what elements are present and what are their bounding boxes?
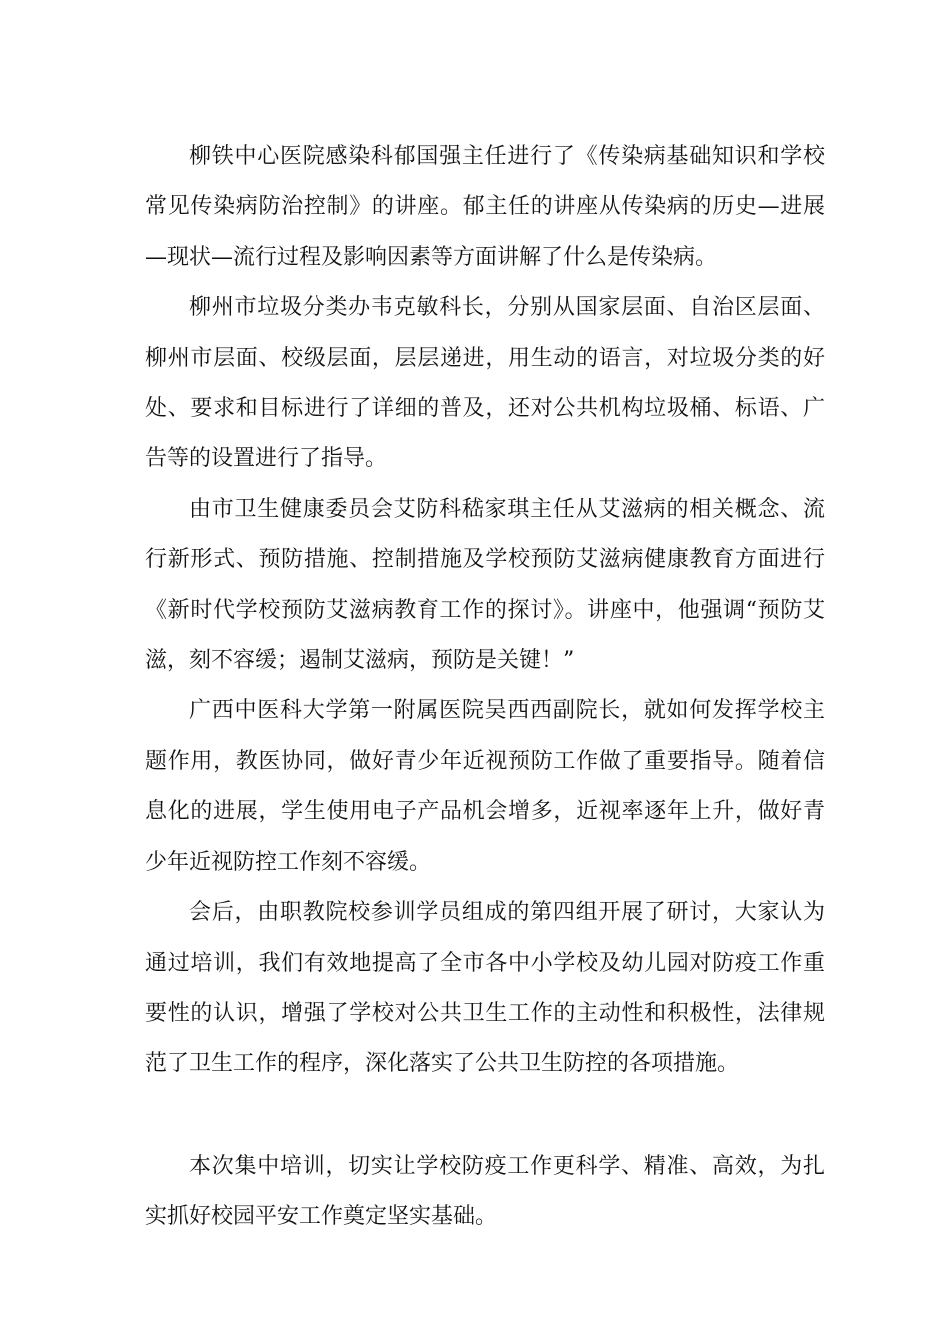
- paragraph-infectious-disease-lecture: 柳铁中心医院感染科郁国强主任进行了《传染病基础知识和学校常见传染病防治控制》的讲座。郁主任的讲座从传染病的历史—进展—现状—流行过程及影响因素等方面讲解了什么是传染病。: [145, 144, 825, 270]
- paragraph-myopia-prevention: 广西中医科大学第一附属医院吴西西副院长，就如何发挥学校主题作用，教医协同，做好青少年近视预防工作做了重要指导。随着信息化的进展，学生使用电子产品机会增多，近视率逐年上升，做好青少年近视防控工作刻不容缓。: [145, 698, 825, 875]
- paragraph-conclusion: 本次集中培训，切实让学校防疫工作更科学、精准、高效，为扎实抓好校园平安工作奠定坚实基础。: [145, 1153, 825, 1230]
- paragraph-aids-prevention: 由市卫生健康委员会艾防科嵇家琪主任从艾滋病的相关概念、流行新形式、预防措施、控制措施及学校预防艾滋病健康教育方面进行《新时代学校预防艾滋病教育工作的探讨》。讲座中，他强调“预防艾滋，刻不容缓；遏制艾滋病，预防是关键！”: [145, 496, 825, 674]
- paragraph-group-discussion: 会后，由职教院校参训学员组成的第四组开展了研讨，大家认为通过培训，我们有效地提高了全市各中小学校及幼儿园对防疫工作重要性的认识，增强了学校对公共卫生工作的主动性和积极性，法律规范了卫生工作的程序，深化落实了公共卫生防控的各项措施。: [145, 900, 825, 1077]
- document-body: [145, 132, 825, 1243]
- paragraph-garbage-sorting: 柳州市垃圾分类办韦克敏科长，分别从国家层面、自治区层面、柳州市层面、校级层面，层层递进，用生动的语言，对垃圾分类的好处、要求和目标进行了详细的普及，还对公共机构垃圾桶、标语、广告等的设置进行了指导。: [145, 295, 825, 472]
